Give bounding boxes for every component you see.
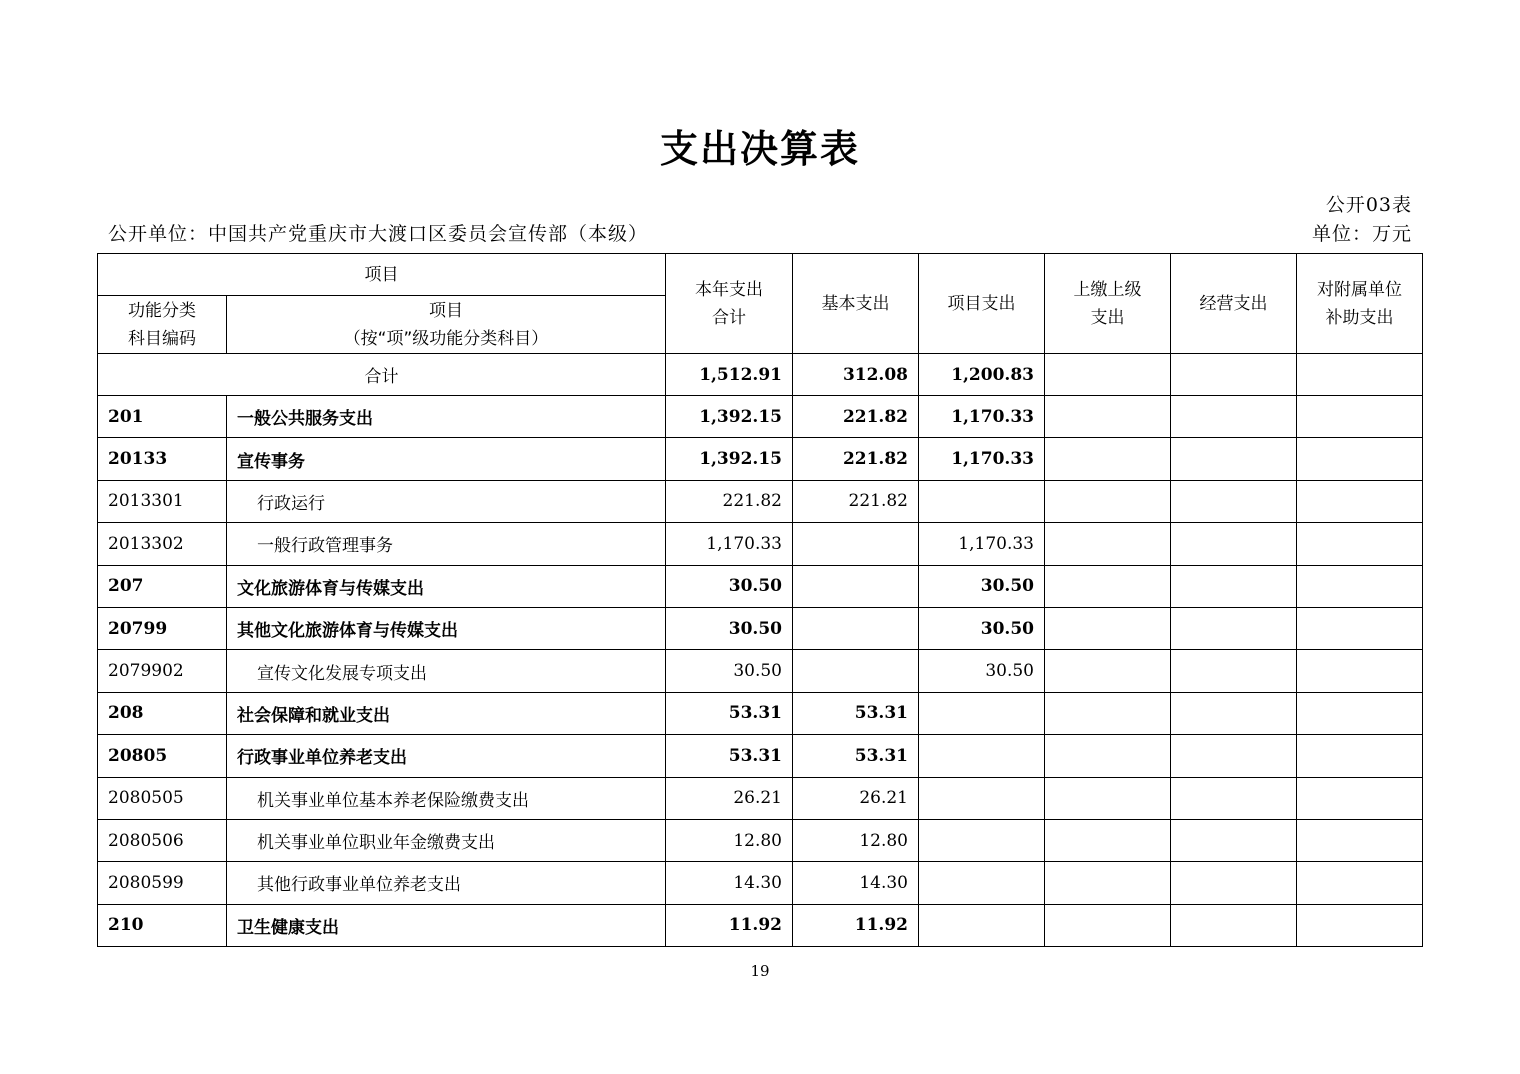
row-project bbox=[919, 777, 1045, 819]
header-code-line2: 科目编码 bbox=[128, 328, 196, 349]
row-project bbox=[919, 862, 1045, 904]
row-project: 30.50 bbox=[919, 565, 1045, 607]
row-operating bbox=[1171, 438, 1297, 480]
row-basic: 14.30 bbox=[793, 862, 919, 904]
row-code: 2079902 bbox=[98, 650, 227, 692]
row-operating bbox=[1171, 396, 1297, 438]
row-subsidy bbox=[1297, 396, 1423, 438]
header-project-group: 项目 bbox=[98, 254, 666, 296]
row-subsidy bbox=[1297, 862, 1423, 904]
header-name-line1: 项目 bbox=[429, 300, 463, 321]
row-total: 14.30 bbox=[666, 862, 793, 904]
header-project: 项目支出 bbox=[919, 254, 1045, 354]
row-total: 53.31 bbox=[666, 735, 793, 777]
table-row bbox=[98, 862, 1423, 904]
row-subsidy bbox=[1297, 438, 1423, 480]
row-code: 20133 bbox=[98, 438, 227, 480]
row-project: 1,170.33 bbox=[919, 438, 1045, 480]
row-project bbox=[919, 692, 1045, 734]
row-total: 1,392.15 bbox=[666, 396, 793, 438]
row-subsidy bbox=[1297, 650, 1423, 692]
row-subsidy bbox=[1297, 904, 1423, 946]
row-name: 宣传文化发展专项支出 bbox=[227, 650, 666, 692]
row-project: 30.50 bbox=[919, 607, 1045, 649]
row-total: 30.50 bbox=[666, 565, 793, 607]
row-project bbox=[919, 904, 1045, 946]
reporting-unit: 公开单位：中国共产党重庆市大渡口区委员会宣传部（本级） bbox=[108, 223, 649, 245]
row-basic bbox=[793, 523, 919, 565]
row-name: 机关事业单位基本养老保险缴费支出 bbox=[227, 777, 666, 819]
table-row bbox=[98, 565, 1423, 607]
header-remit-line1: 上缴上级 bbox=[1073, 279, 1142, 300]
row-total: 11.92 bbox=[666, 904, 793, 946]
row-remit bbox=[1045, 735, 1171, 777]
table-row bbox=[98, 819, 1423, 861]
row-code: 208 bbox=[98, 692, 227, 734]
row-name: 机关事业单位职业年金缴费支出 bbox=[227, 819, 666, 861]
row-project: 30.50 bbox=[919, 650, 1045, 692]
header-operating: 经营支出 bbox=[1171, 254, 1297, 354]
row-name: 卫生健康支出 bbox=[227, 904, 666, 946]
row-remit bbox=[1045, 565, 1171, 607]
row-remit bbox=[1045, 904, 1171, 946]
row-total: 12.80 bbox=[666, 819, 793, 861]
row-basic: 53.31 bbox=[793, 692, 919, 734]
row-operating bbox=[1171, 777, 1297, 819]
row-remit bbox=[1045, 607, 1171, 649]
row-name: 文化旅游体育与传媒支出 bbox=[227, 565, 666, 607]
summary-basic: 312.08 bbox=[793, 354, 919, 396]
header-remit-line2: 支出 bbox=[1090, 307, 1125, 328]
table-row bbox=[98, 650, 1423, 692]
row-total: 1,170.33 bbox=[666, 523, 793, 565]
row-remit bbox=[1045, 480, 1171, 522]
row-name: 宣传事务 bbox=[227, 438, 666, 480]
summary-row bbox=[98, 354, 1423, 396]
header-subsidy-line2: 补助支出 bbox=[1325, 307, 1394, 328]
row-operating bbox=[1171, 904, 1297, 946]
row-operating bbox=[1171, 650, 1297, 692]
row-code: 210 bbox=[98, 904, 227, 946]
row-basic: 12.80 bbox=[793, 819, 919, 861]
currency-unit: 单位：万元 bbox=[1311, 223, 1412, 245]
row-remit bbox=[1045, 396, 1171, 438]
table-row bbox=[98, 438, 1423, 480]
row-subsidy bbox=[1297, 819, 1423, 861]
row-remit bbox=[1045, 819, 1171, 861]
summary-remit bbox=[1045, 354, 1171, 396]
row-operating bbox=[1171, 565, 1297, 607]
header-subsidy bbox=[1297, 254, 1423, 354]
summary-total: 1,512.91 bbox=[666, 354, 793, 396]
table-row bbox=[98, 607, 1423, 649]
page-number: 19 bbox=[750, 962, 770, 980]
table-row bbox=[98, 692, 1423, 734]
row-basic bbox=[793, 650, 919, 692]
row-project bbox=[919, 735, 1045, 777]
page-title: 支出决算表 bbox=[659, 127, 860, 171]
row-total: 26.21 bbox=[666, 777, 793, 819]
row-name: 社会保障和就业支出 bbox=[227, 692, 666, 734]
header-total-line1: 本年支出 bbox=[695, 279, 763, 300]
row-operating bbox=[1171, 819, 1297, 861]
row-code: 207 bbox=[98, 565, 227, 607]
row-code: 2013302 bbox=[98, 523, 227, 565]
summary-operating bbox=[1171, 354, 1297, 396]
header-remit bbox=[1045, 254, 1171, 354]
row-code: 2080599 bbox=[98, 862, 227, 904]
row-code: 20805 bbox=[98, 735, 227, 777]
row-operating bbox=[1171, 692, 1297, 734]
header-name bbox=[227, 296, 666, 354]
header-code-line1: 功能分类 bbox=[128, 300, 196, 321]
header-subsidy-line1: 对附属单位 bbox=[1317, 279, 1402, 300]
row-remit bbox=[1045, 438, 1171, 480]
row-code: 20799 bbox=[98, 607, 227, 649]
row-total: 30.50 bbox=[666, 607, 793, 649]
row-subsidy bbox=[1297, 565, 1423, 607]
row-basic bbox=[793, 565, 919, 607]
row-project bbox=[919, 480, 1045, 522]
row-basic: 26.21 bbox=[793, 777, 919, 819]
row-remit bbox=[1045, 862, 1171, 904]
row-project bbox=[919, 819, 1045, 861]
row-basic: 11.92 bbox=[793, 904, 919, 946]
row-name: 行政事业单位养老支出 bbox=[227, 735, 666, 777]
table-row bbox=[98, 777, 1423, 819]
row-basic: 221.82 bbox=[793, 438, 919, 480]
row-name: 其他行政事业单位养老支出 bbox=[227, 862, 666, 904]
row-project: 1,170.33 bbox=[919, 396, 1045, 438]
row-subsidy bbox=[1297, 607, 1423, 649]
row-total: 30.50 bbox=[666, 650, 793, 692]
table-row bbox=[98, 904, 1423, 946]
row-name: 行政运行 bbox=[227, 480, 666, 522]
table-row bbox=[98, 735, 1423, 777]
table-number: 公开03表 bbox=[1325, 194, 1412, 216]
row-operating bbox=[1171, 607, 1297, 649]
row-operating bbox=[1171, 735, 1297, 777]
row-subsidy bbox=[1297, 523, 1423, 565]
header-total-line2: 合计 bbox=[712, 307, 746, 328]
row-name: 一般公共服务支出 bbox=[227, 396, 666, 438]
row-basic: 221.82 bbox=[793, 480, 919, 522]
row-project: 1,170.33 bbox=[919, 523, 1045, 565]
row-basic: 53.31 bbox=[793, 735, 919, 777]
row-remit bbox=[1045, 692, 1171, 734]
summary-subsidy bbox=[1297, 354, 1423, 396]
row-subsidy bbox=[1297, 480, 1423, 522]
row-subsidy bbox=[1297, 735, 1423, 777]
row-code: 2013301 bbox=[98, 480, 227, 522]
expenditure-table bbox=[97, 253, 1423, 947]
table-row bbox=[98, 480, 1423, 522]
row-name: 其他文化旅游体育与传媒支出 bbox=[227, 607, 666, 649]
row-name: 一般行政管理事务 bbox=[227, 523, 666, 565]
header-code bbox=[98, 296, 227, 354]
row-operating bbox=[1171, 862, 1297, 904]
summary-label: 合计 bbox=[98, 354, 666, 396]
row-operating bbox=[1171, 480, 1297, 522]
row-basic: 221.82 bbox=[793, 396, 919, 438]
summary-project: 1,200.83 bbox=[919, 354, 1045, 396]
row-operating bbox=[1171, 523, 1297, 565]
row-remit bbox=[1045, 777, 1171, 819]
header-total bbox=[666, 254, 793, 354]
row-code: 2080506 bbox=[98, 819, 227, 861]
row-total: 221.82 bbox=[666, 480, 793, 522]
row-total: 1,392.15 bbox=[666, 438, 793, 480]
row-remit bbox=[1045, 650, 1171, 692]
row-subsidy bbox=[1297, 692, 1423, 734]
table-row bbox=[98, 396, 1423, 438]
row-basic bbox=[793, 607, 919, 649]
header-basic: 基本支出 bbox=[793, 254, 919, 354]
table-row bbox=[98, 523, 1423, 565]
row-code: 2080505 bbox=[98, 777, 227, 819]
header-name-line2: （按“项”级功能分类科目） bbox=[343, 328, 549, 349]
row-total: 53.31 bbox=[666, 692, 793, 734]
row-subsidy bbox=[1297, 777, 1423, 819]
row-code: 201 bbox=[98, 396, 227, 438]
row-remit bbox=[1045, 523, 1171, 565]
